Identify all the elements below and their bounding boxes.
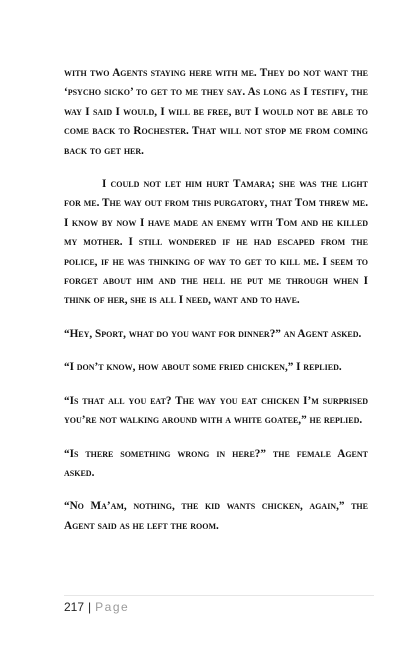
page-number-line [64, 596, 374, 614]
dialogue-female-agent: “Is there something wrong in here?” the female Agent asked. [64, 447, 368, 479]
body-text [64, 64, 368, 550]
dialogue-agent-leaves: “No Ma’am, nothing, the kid wants chicken, again,” the Agent said as he left the room. [64, 500, 368, 532]
paragraph-continuation: with two Agents staying here with me. They do not want the ‘psycho sicko’ to get to me they say. As long as I testify, the way I said I would, I will be free, but I would not be able to come back to Rochester. That will not stop me from coming back to get her. [64, 67, 368, 157]
page-number: 217 [64, 600, 85, 614]
footer-separator: | [88, 600, 92, 614]
paragraph-tamara: I could not let him hurt Tamara; she was the light for me. The way out from this purgatory, that Tom threw me. I know by now I have made an enemy with Tom and he killed my mother. I still wondered if he had escaped from the police, if he was thinking of way to get to kill me. I seem to forget about him and the hell he put me through when I think of her, she is all I need, want and to have. [64, 178, 368, 307]
dialogue-fried-chicken: “I don’t know, how about some fried chicken,” I replied. [64, 361, 342, 374]
page-footer [64, 596, 374, 614]
dialogue-goatee: “Is that all you eat? The way you eat chicken I’m surprised you’re not walking around with a white goatee,” he replied. [64, 394, 368, 427]
dialogue-dinner-question: “Hey, Sport, what do you want for dinner?” an Agent asked. [64, 327, 362, 340]
page-label: Page [95, 600, 130, 614]
